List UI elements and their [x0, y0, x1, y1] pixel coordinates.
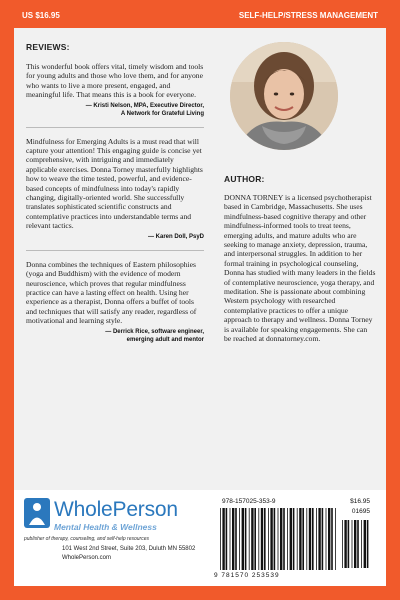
- barcode-bar: [245, 508, 247, 570]
- barcode-bar: [268, 508, 269, 570]
- publisher-logo-icon: [24, 498, 50, 528]
- author-heading: AUTHOR:: [224, 174, 265, 184]
- barcode-bar: [280, 508, 282, 570]
- barcode-bar: [251, 508, 253, 570]
- barcode-bar: [249, 508, 250, 570]
- publisher-tagline: publisher of therapy, counseling, and self-help resources: [24, 536, 149, 542]
- review-text: Donna combines the techniques of Eastern philosophies (yoga and Buddhism) with the evidence of modern neuroscience, which proves that regular mindfulness practice can have a lasting effect on health. Using her experience as a therapist, Donna offers a buffet of tools and techniques that will satisfy any reader, regardless of motivational and learning style.: [26, 259, 197, 326]
- publisher-website: WholePerson.com: [62, 555, 112, 561]
- barcode-bar: [309, 508, 311, 570]
- barcode-bar: [299, 508, 301, 570]
- reviews-heading: REVIEWS:: [26, 42, 70, 52]
- barcode-number: 9 781570 253539: [214, 572, 280, 579]
- barcode-bar: [226, 508, 228, 570]
- barcode-bar: [357, 520, 359, 568]
- barcode-bar: [348, 520, 350, 568]
- barcode-bar: [287, 508, 288, 570]
- barcode-bar: [367, 520, 369, 568]
- barcode-bar: [235, 508, 237, 570]
- barcode-bar: [364, 520, 366, 568]
- barcode-bar: [274, 508, 276, 570]
- author-photo: [230, 42, 338, 150]
- barcode-bar: [239, 508, 240, 570]
- barcode-bar: [312, 508, 314, 570]
- barcode-bar: [220, 508, 221, 570]
- barcode-bar: [258, 508, 259, 570]
- barcode-bar: [354, 520, 356, 568]
- barcode-bar: [344, 520, 346, 568]
- publisher-subtitle: Mental Health & Wellness: [54, 522, 157, 532]
- barcode-bar: [290, 508, 292, 570]
- author-column: [224, 174, 376, 344]
- barcode-bar: [322, 508, 324, 570]
- barcode-bar: [293, 508, 295, 570]
- review-text: This wonderful book offers vital, timely wisdom and tools for young adults and those who love them, and for anyone who wants to live a more present, engaged, and meaningful life. That means this is a book for everyone.: [26, 62, 204, 100]
- cover-category: SELF-HELP/STRESS MANAGEMENT: [238, 11, 378, 20]
- barcode-bar: [283, 508, 285, 570]
- barcode-bar: [302, 508, 304, 570]
- barcode-bar: [278, 508, 279, 570]
- review-1: [26, 62, 204, 118]
- author-portrait-image: [230, 42, 338, 150]
- publisher-name: WholePerson: [54, 498, 178, 521]
- barcode-bar: [230, 508, 231, 570]
- barcode-bar: [328, 508, 330, 570]
- publisher-address: 101 West 2nd Street, Suite 203, Duluth MN 55802: [62, 546, 196, 552]
- review-3: [26, 260, 204, 344]
- divider: [26, 127, 204, 128]
- author-bio: DONNA TORNEY is a licensed psychotherapist based in Cambridge, Massachusetts. She uses mindfulness-based cognitive therapy and other mindfulness-informed tools to treat teens, emerging adults, and mature adults who are seeking to manage anxiety, depression, trauma, and interpersonal struggles. In addition to her formal training in psychological counseling, Donna has studied with many leaders in the fields of contemplative neuroscience, yoga therapy, and meditation. She is passionate about combining Western psychology with researched contemplative practices to offer a unique approach to therapy and wellness. Donna Torney is available for speaking engagements. She can be reached at donnatorney.com.: [224, 193, 376, 344]
- top-bar: [0, 0, 400, 28]
- review-attribution: — Kristi Nelson, MPA, Executive Director,: [85, 102, 204, 109]
- barcode-bar: [264, 508, 266, 570]
- barcode-main-bars: [220, 508, 338, 570]
- review-attribution: — Karen Doll, PsyD: [147, 233, 204, 240]
- barcode-bar: [242, 508, 244, 570]
- divider: [26, 250, 204, 251]
- review-text: Mindfulness for Emerging Adults is a must read that will capture your attention! This engaging guide is concise yet comprehensive, with intriguing and immediately applicable exercises. Donna Torney masterfully highlights how to weave the time tested, powerful, and evidence-based concepts of mindfulness into today's rapidly changing, digitally-oriented world. She successfully translates sophisticated scientific constructs and contemplative practices into understandable terms and relevant tactics.: [26, 136, 203, 231]
- barcode-bar: [306, 508, 307, 570]
- barcode-bar: [222, 508, 224, 570]
- review-attribution: — Derrick Rice, software engineer,: [105, 328, 204, 335]
- barcode-bar: [297, 508, 298, 570]
- barcode-bar: [261, 508, 263, 570]
- barcode-bar: [361, 520, 362, 568]
- review-attribution-role: emerging adult and mentor: [126, 336, 204, 343]
- barcode-price: $16.95: [350, 498, 370, 505]
- barcode-area: [214, 498, 374, 580]
- review-2: [26, 137, 204, 241]
- barcode-bar: [318, 508, 320, 570]
- barcode-supplement-bars: [342, 520, 372, 568]
- barcode-bar: [316, 508, 317, 570]
- reviews-column: [26, 42, 204, 344]
- barcode-bar: [335, 508, 336, 570]
- barcode-bar: [254, 508, 256, 570]
- review-attribution-org: A Network for Grateful Living: [120, 110, 204, 117]
- barcode-bar: [352, 520, 353, 568]
- barcode-supplement-number: 01695: [351, 508, 370, 515]
- barcode-bar: [326, 508, 327, 570]
- barcode-bar: [342, 520, 343, 568]
- barcode-bar: [232, 508, 234, 570]
- barcode-bar: [331, 508, 333, 570]
- barcode-bar: [270, 508, 272, 570]
- cover-price: US $16.95: [22, 11, 60, 20]
- publisher-barcode-strip: [14, 490, 386, 586]
- isbn: 978-157025-353-9: [222, 498, 276, 505]
